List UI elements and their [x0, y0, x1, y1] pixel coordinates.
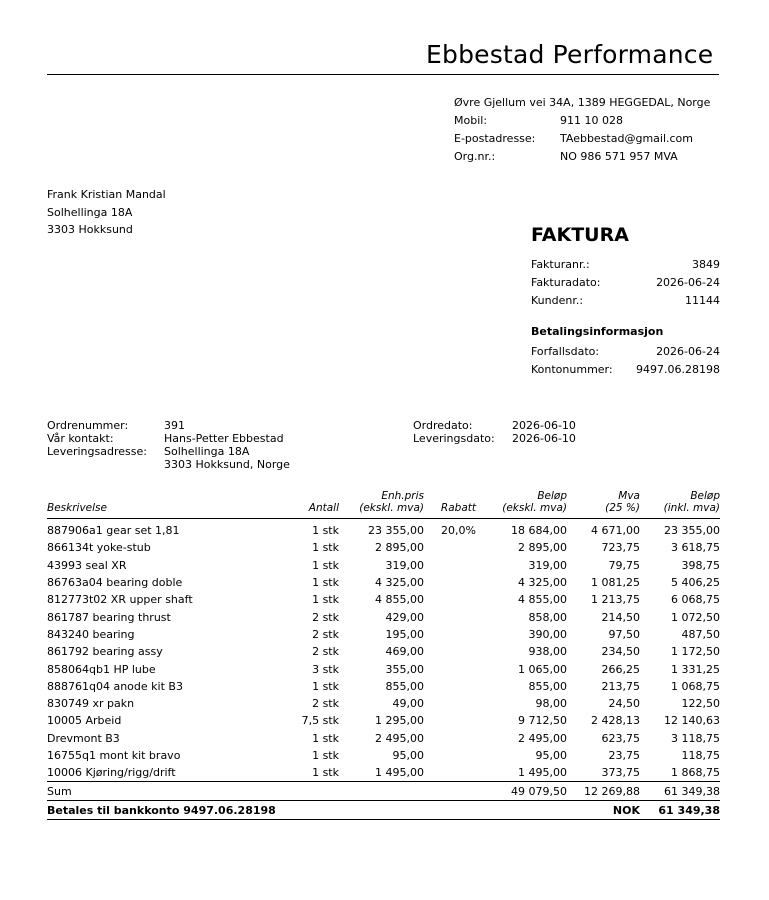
meta-value: 2026-06-24 — [656, 276, 720, 289]
line-description: 888761q04 anode kit B3 — [47, 679, 183, 693]
total-row — [47, 801, 720, 820]
line-vat: 1 213,75 — [591, 593, 640, 607]
line-amount-inc-vat: 12 140,63 — [664, 714, 720, 728]
table-row — [47, 519, 720, 540]
meta-value: 11144 — [685, 294, 720, 307]
line-unit-price: 2 895,00 — [375, 541, 424, 555]
line-discount — [424, 695, 476, 712]
line-amount-ex-vat: 2 495,00 — [518, 731, 567, 745]
col-header-discount: Rabatt — [424, 490, 476, 519]
line-vat: 23,75 — [608, 749, 640, 762]
line-quantity: 1 stk — [312, 524, 339, 538]
line-description: 86763a04 bearing doble — [47, 576, 183, 590]
invoice-meta-row — [531, 292, 720, 310]
line-unit-price: 1 295,00 — [375, 714, 424, 728]
line-discount — [424, 643, 476, 660]
order-label: Vår kontakt: — [47, 432, 114, 445]
sum-label: Sum — [47, 782, 297, 801]
table-row — [47, 608, 720, 625]
line-discount — [424, 557, 476, 574]
sender-row-orgnr — [454, 148, 729, 166]
header-divider — [47, 74, 719, 75]
invoice-meta-row — [531, 256, 720, 274]
line-amount-ex-vat: 1 495,00 — [518, 766, 567, 780]
sender-row-mobile — [454, 112, 729, 130]
col-header-description: Beskrivelse — [47, 490, 297, 519]
line-amount-ex-vat: 1 065,00 — [518, 662, 567, 676]
sender-address: Øvre Gjellum vei 34A, 1389 HEGGEDAL, Norge — [454, 96, 711, 109]
payment-label: Kontonummer: — [531, 363, 613, 376]
line-vat: 2 428,13 — [591, 714, 640, 728]
invoice-meta — [531, 256, 720, 310]
table-row — [47, 539, 720, 556]
line-vat: 214,50 — [601, 610, 640, 624]
line-unit-price: 23 355,00 — [368, 524, 424, 538]
line-amount-inc-vat: 3 618,75 — [671, 541, 720, 555]
line-discount — [424, 712, 476, 729]
table-row — [47, 747, 720, 764]
line-amount-inc-vat: 1 172,50 — [671, 645, 720, 659]
order-date: 2026-06-10 — [512, 419, 576, 432]
sender-info — [454, 94, 729, 166]
line-unit-price: 1 495,00 — [375, 766, 424, 780]
line-amount-inc-vat: 1 068,75 — [671, 679, 720, 693]
line-vat: 4 671,00 — [591, 524, 640, 538]
line-amount-ex-vat: 855,00 — [528, 679, 567, 693]
line-quantity: 1 stk — [312, 749, 339, 762]
line-amount-ex-vat: 938,00 — [528, 645, 567, 659]
order-info — [47, 419, 290, 471]
date-label: Leveringsdato: — [413, 432, 495, 445]
table-row — [47, 695, 720, 712]
line-description: 861792 bearing assy — [47, 645, 163, 659]
line-quantity: 1 stk — [312, 593, 339, 607]
line-description: 830749 xr pakn — [47, 697, 135, 711]
line-amount-inc-vat: 1 868,75 — [671, 766, 720, 780]
line-discount — [424, 660, 476, 677]
col-header-unit-price: Enh.pris (ekskl. mva) — [339, 490, 424, 519]
payment-row — [531, 361, 720, 379]
table-row — [47, 678, 720, 695]
line-quantity: 1 stk — [312, 558, 339, 572]
invoice-title: FAKTURA — [531, 224, 629, 246]
line-unit-price: 855,00 — [385, 679, 424, 693]
line-amount-inc-vat: 1 331,25 — [671, 662, 720, 676]
sender-row-email — [454, 130, 729, 148]
payment-row — [531, 343, 720, 361]
order-label: Leveringsadresse: — [47, 445, 147, 458]
line-vat: 79,75 — [608, 558, 640, 572]
line-amount-ex-vat: 9 712,50 — [518, 714, 567, 728]
recipient-street: Solhellinga 18A — [47, 205, 133, 219]
meta-label: Fakturadato: — [531, 276, 601, 289]
line-amount-inc-vat: 398,75 — [681, 558, 720, 572]
line-amount-inc-vat: 6 068,75 — [671, 593, 720, 607]
line-unit-price: 2 495,00 — [375, 731, 424, 745]
line-vat: 213,75 — [601, 679, 640, 693]
line-amount-ex-vat: 95,00 — [535, 749, 567, 762]
sum-total: 61 349,38 — [640, 782, 720, 801]
order-number: 391 — [164, 419, 185, 432]
line-amount-inc-vat: 1 072,50 — [671, 610, 720, 624]
line-vat: 623,75 — [601, 731, 640, 745]
line-amount-inc-vat: 118,75 — [681, 749, 720, 762]
payment-info — [531, 343, 720, 379]
line-description: 858064qb1 HP lube — [47, 662, 156, 676]
line-quantity: 2 stk — [312, 627, 339, 641]
payment-value: 9497.06.28198 — [636, 363, 720, 376]
line-vat: 97,50 — [608, 627, 640, 641]
line-quantity: 2 stk — [312, 610, 339, 624]
line-quantity: 1 stk — [312, 679, 339, 693]
col-header-amount-inc-vat: Beløp (inkl. mva) — [640, 490, 720, 519]
table-row — [47, 660, 720, 677]
table-row — [47, 712, 720, 729]
line-unit-price: 429,00 — [385, 610, 424, 624]
line-vat: 234,50 — [601, 645, 640, 659]
line-vat: 266,25 — [601, 662, 640, 676]
date-label: Ordredato: — [413, 419, 473, 432]
line-amount-ex-vat: 4 325,00 — [518, 576, 567, 590]
line-discount — [424, 574, 476, 591]
line-discount — [424, 747, 476, 764]
company-name: Ebbestad Performance — [426, 40, 714, 69]
line-description: 866134t yoke-stub — [47, 541, 151, 555]
total-currency: NOK — [567, 801, 640, 820]
recipient-city: 3303 Hokksund — [47, 223, 133, 236]
sender-label: Org.nr.: — [454, 150, 496, 163]
line-quantity: 1 stk — [312, 541, 339, 555]
sender-label: E-postadresse: — [454, 132, 536, 145]
line-description: 887906a1 gear set 1,81 — [47, 524, 180, 538]
meta-label: Kundenr.: — [531, 294, 584, 307]
total-amount: 61 349,38 — [640, 801, 720, 820]
line-vat: 24,50 — [608, 697, 640, 711]
table-row — [47, 626, 720, 643]
sum-amount: 49 079,50 — [476, 782, 567, 801]
line-amount-ex-vat: 98,00 — [535, 697, 567, 711]
invoice-lines-table — [47, 490, 720, 820]
line-amount-ex-vat: 390,00 — [528, 627, 567, 641]
payment-label: Forfallsdato: — [531, 345, 600, 358]
line-discount — [424, 608, 476, 625]
line-quantity: 2 stk — [312, 697, 339, 711]
line-amount-inc-vat: 3 118,75 — [671, 731, 720, 745]
order-contact: Hans-Petter Ebbestad — [164, 432, 284, 445]
line-amount-ex-vat: 2 895,00 — [518, 541, 567, 555]
line-vat: 723,75 — [601, 541, 640, 555]
line-amount-ex-vat: 858,00 — [528, 610, 567, 624]
table-row — [47, 730, 720, 747]
line-discount: 20,0% — [441, 524, 476, 538]
line-description: 10006 Kjøring/rigg/drift — [47, 766, 176, 780]
table-row — [47, 643, 720, 660]
line-unit-price: 195,00 — [385, 627, 424, 641]
line-quantity: 1 stk — [312, 731, 339, 745]
line-description: 843240 bearing — [47, 627, 135, 641]
sum-vat: 12 269,88 — [567, 782, 640, 801]
recipient-address — [47, 186, 166, 239]
line-description: 861787 bearing thrust — [47, 610, 171, 624]
table-row — [47, 764, 720, 782]
line-amount-inc-vat: 5 406,25 — [671, 576, 720, 590]
line-description: 10005 Arbeid — [47, 714, 122, 728]
line-description: 16755q1 mont kit bravo — [47, 749, 181, 762]
table-header-row — [47, 490, 720, 519]
payment-heading: Betalingsinformasjon — [531, 325, 664, 338]
delivery-street: Solhellinga 18A — [164, 445, 250, 458]
line-discount — [424, 591, 476, 608]
line-unit-price: 95,00 — [392, 749, 424, 762]
line-amount-inc-vat: 23 355,00 — [664, 524, 720, 538]
sender-email-link[interactable]: TAebbestad@gmail.com — [560, 132, 694, 145]
sender-label: Mobil: — [454, 114, 488, 127]
line-unit-price: 4 325,00 — [375, 576, 424, 590]
line-unit-price: 469,00 — [385, 645, 424, 659]
line-quantity: 1 stk — [312, 576, 339, 590]
line-vat: 1 081,25 — [591, 576, 640, 590]
payment-value: 2026-06-24 — [656, 345, 720, 358]
line-amount-ex-vat: 18 684,00 — [511, 524, 567, 538]
col-header-amount-ex-vat: Beløp (ekskl. mva) — [476, 490, 567, 519]
line-quantity: 7,5 stk — [301, 714, 339, 728]
line-quantity: 3 stk — [312, 662, 339, 676]
line-unit-price: 355,00 — [385, 662, 424, 676]
line-discount — [424, 764, 476, 782]
line-amount-inc-vat: 122,50 — [681, 697, 720, 711]
total-label: Betales til bankkonto 9497.06.28198 — [47, 801, 476, 820]
line-quantity: 1 stk — [312, 766, 339, 780]
col-header-vat: Mva (25 %) — [567, 490, 640, 519]
sender-value: NO 986 571 957 MVA — [560, 150, 678, 163]
delivery-date: 2026-06-10 — [512, 432, 576, 445]
line-description: 43993 seal XR — [47, 558, 127, 572]
line-unit-price: 4 855,00 — [375, 593, 424, 607]
line-discount — [424, 730, 476, 747]
recipient-name: Frank Kristian Mandal — [47, 188, 166, 201]
line-description: Drevmont B3 — [47, 731, 120, 745]
invoice-meta-row — [531, 274, 720, 292]
table-row — [47, 574, 720, 591]
order-label: Ordrenummer: — [47, 419, 129, 432]
meta-label: Fakturanr.: — [531, 258, 590, 271]
col-header-quantity: Antall — [297, 490, 339, 519]
line-discount — [424, 678, 476, 695]
line-amount-ex-vat: 319,00 — [528, 558, 567, 572]
line-amount-ex-vat: 4 855,00 — [518, 593, 567, 607]
table-row — [47, 591, 720, 608]
table-row — [47, 557, 720, 574]
line-discount — [424, 539, 476, 556]
sender-value: 911 10 028 — [560, 114, 623, 127]
line-description: 812773t02 XR upper shaft — [47, 593, 193, 607]
line-quantity: 2 stk — [312, 645, 339, 659]
line-unit-price: 49,00 — [392, 697, 424, 711]
order-dates — [413, 419, 576, 445]
line-vat: 373,75 — [601, 766, 640, 780]
sum-row — [47, 782, 720, 801]
line-unit-price: 319,00 — [385, 558, 424, 572]
line-discount — [424, 626, 476, 643]
meta-value: 3849 — [692, 258, 720, 271]
line-amount-inc-vat: 487,50 — [681, 627, 720, 641]
delivery-city: 3303 Hokksund, Norge — [164, 458, 290, 471]
